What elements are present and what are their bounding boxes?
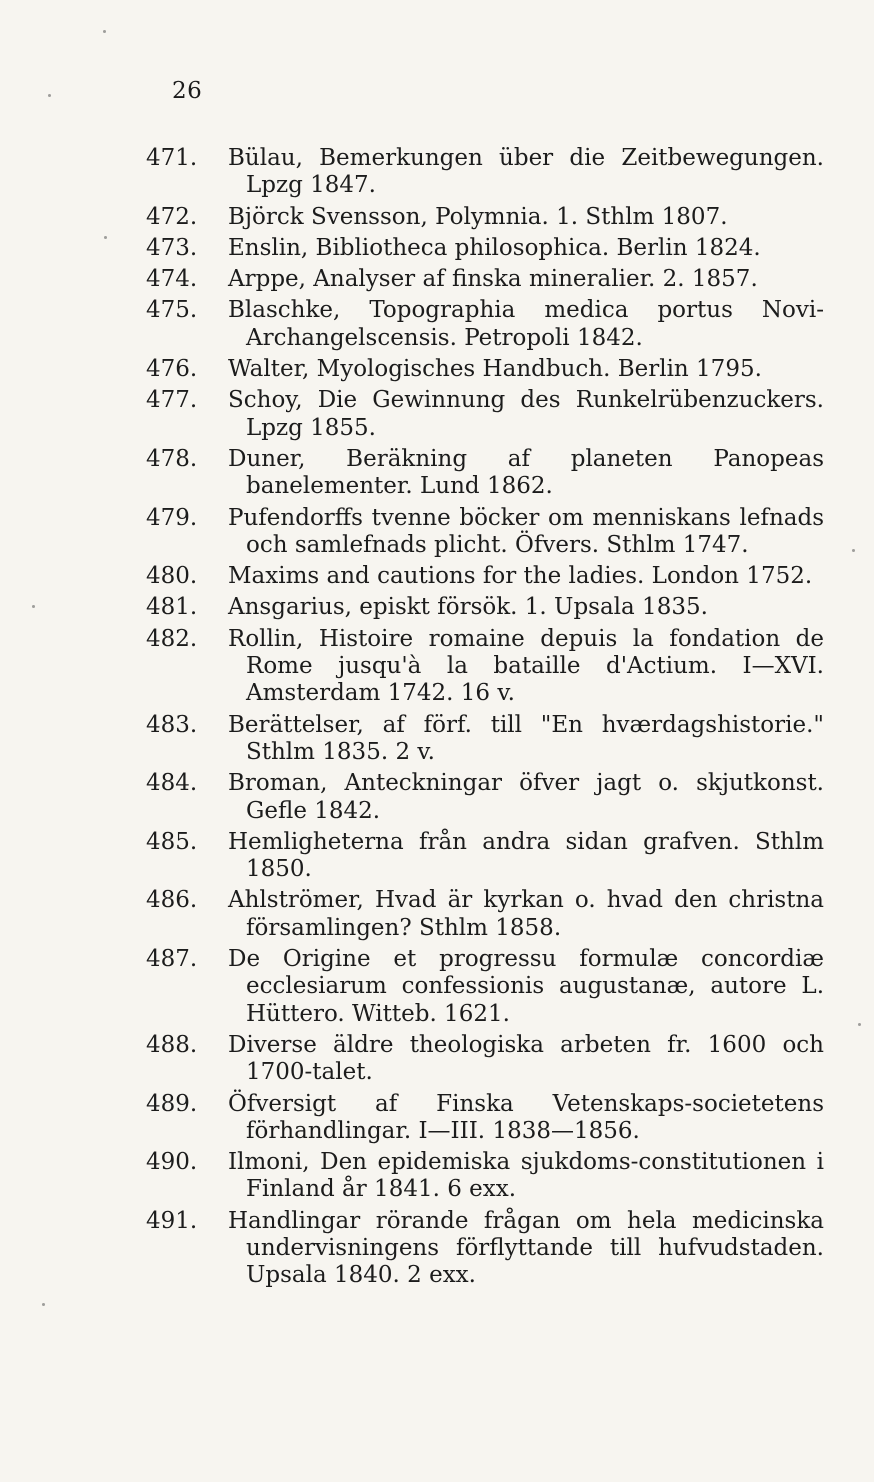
catalog-entry bbox=[0, 266, 874, 293]
print-speck bbox=[42, 1303, 45, 1306]
page-number: 26 bbox=[172, 78, 203, 104]
catalog-entry bbox=[0, 446, 874, 501]
print-speck bbox=[48, 94, 51, 97]
entry-text: Hemligheterna från andra sidan grafven. Sthlm 1850. bbox=[228, 828, 824, 883]
entry-text: De Origine et progressu formulæ concordiæ ecclesiarum confessionis augustanæ, autore L. Hüttero. Witteb. 1621. bbox=[228, 946, 824, 1027]
catalog-entry-list bbox=[0, 145, 874, 1294]
catalog-entry bbox=[0, 626, 874, 708]
entry-number: 474. bbox=[146, 266, 198, 293]
catalog-entry bbox=[0, 387, 874, 442]
entry-text: Ilmoni, Den epidemiska sjukdoms-constitutionen i Finland år 1841. 6 exx. bbox=[228, 1149, 824, 1203]
catalog-entry bbox=[0, 946, 874, 1028]
entry-number: 484. bbox=[146, 770, 198, 797]
entry-number: 489. bbox=[146, 1090, 198, 1117]
entry-number: 485. bbox=[146, 828, 198, 855]
entry-number: 472. bbox=[146, 203, 198, 230]
print-speck bbox=[32, 605, 35, 608]
catalog-entry bbox=[0, 505, 874, 560]
entry-text: Ahlströmer, Hvad är kyrkan o. hvad den christna församlingen? Sthlm 1858. bbox=[228, 887, 824, 941]
entry-number: 475. bbox=[146, 297, 198, 324]
entry-text: Broman, Anteckningar öfver jagt o. skjutkonst. Gefle 1842. bbox=[228, 770, 824, 824]
entry-text: Björck Svensson, Polymnia. 1. Sthlm 1807. bbox=[228, 203, 728, 230]
entry-text: Pufendorffs tvenne böcker om menniskans lefnads och samlefnads plicht. Öfvers. Sthlm 1747. bbox=[228, 504, 824, 558]
catalog-entry bbox=[0, 887, 874, 942]
entry-text: Berättelser, af förf. till "En hværdagshistorie." Sthlm 1835. 2 v. bbox=[228, 711, 824, 765]
catalog-entry bbox=[0, 204, 874, 231]
entry-number: 487. bbox=[146, 946, 198, 973]
catalog-entry bbox=[0, 770, 874, 825]
print-speck bbox=[103, 30, 106, 33]
catalog-entry bbox=[0, 297, 874, 352]
catalog-entry bbox=[0, 1208, 874, 1290]
entry-number: 476. bbox=[146, 356, 198, 383]
print-speck bbox=[858, 1023, 861, 1026]
catalog-entry bbox=[0, 1149, 874, 1204]
print-speck bbox=[104, 236, 107, 239]
entry-text: Bülau, Bemerkungen über die Zeitbewegungen. Lpzg 1847. bbox=[228, 145, 824, 199]
entry-text: Öfversigt af Finska Vetenskaps-societetens förhandlingar. I—III. 1838—1856. bbox=[228, 1090, 824, 1144]
entry-number: 471. bbox=[146, 145, 198, 171]
entry-number: 486. bbox=[146, 887, 198, 914]
catalog-entry bbox=[0, 1032, 874, 1087]
entry-number: 479. bbox=[146, 504, 198, 531]
print-speck bbox=[852, 549, 855, 552]
entry-number: 478. bbox=[146, 445, 198, 472]
catalog-entry bbox=[0, 356, 874, 383]
entry-text: Blaschke, Topographia medica portus Novi-Archangelscensis. Petropoli 1842. bbox=[228, 297, 824, 351]
entry-text: Schoy, Die Gewinnung des Runkelrübenzuckers. Lpzg 1855. bbox=[228, 387, 824, 441]
catalog-entry bbox=[0, 145, 874, 200]
entry-number: 491. bbox=[146, 1207, 198, 1234]
catalog-entry bbox=[0, 829, 874, 884]
catalog-entry bbox=[0, 1091, 874, 1146]
catalog-entry bbox=[0, 594, 874, 621]
catalog-entry bbox=[0, 712, 874, 767]
entry-text: Rollin, Histoire romaine depuis la fondation de Rome jusqu'à la bataille d'Actium. I—XVI. Amsterdam 1742. 16 v. bbox=[228, 625, 824, 707]
entry-text: Maxims and cautions for the ladies. London 1752. bbox=[228, 563, 813, 590]
entry-number: 490. bbox=[146, 1149, 198, 1176]
entry-text: Arppe, Analyser af finska mineralier. 2. 1857. bbox=[228, 266, 758, 293]
entry-number: 480. bbox=[146, 563, 198, 590]
entry-text: Diverse äldre theologiska arbeten fr. 1600 och 1700-talet. bbox=[228, 1031, 824, 1086]
entry-number: 481. bbox=[146, 594, 198, 621]
entry-number: 477. bbox=[146, 387, 198, 414]
entry-text: Duner, Beräkning af planeten Panopeas banelementer. Lund 1862. bbox=[228, 445, 824, 500]
entry-number: 488. bbox=[146, 1031, 198, 1058]
entry-number: 473. bbox=[146, 234, 198, 261]
entry-text: Handlingar rörande frågan om hela medicinska undervisningens förflyttande till hufvudstaden. Upsala 1840. 2 exx. bbox=[228, 1207, 824, 1289]
catalog-entry bbox=[0, 563, 874, 590]
entry-text: Enslin, Bibliotheca philosophica. Berlin 1824. bbox=[228, 234, 761, 261]
catalog-entry bbox=[0, 235, 874, 262]
entry-number: 483. bbox=[146, 711, 198, 738]
entry-number: 482. bbox=[146, 625, 198, 652]
entry-text: Walter, Myologisches Handbuch. Berlin 1795. bbox=[228, 356, 762, 383]
entry-text: Ansgarius, episkt försök. 1. Upsala 1835. bbox=[228, 594, 708, 621]
